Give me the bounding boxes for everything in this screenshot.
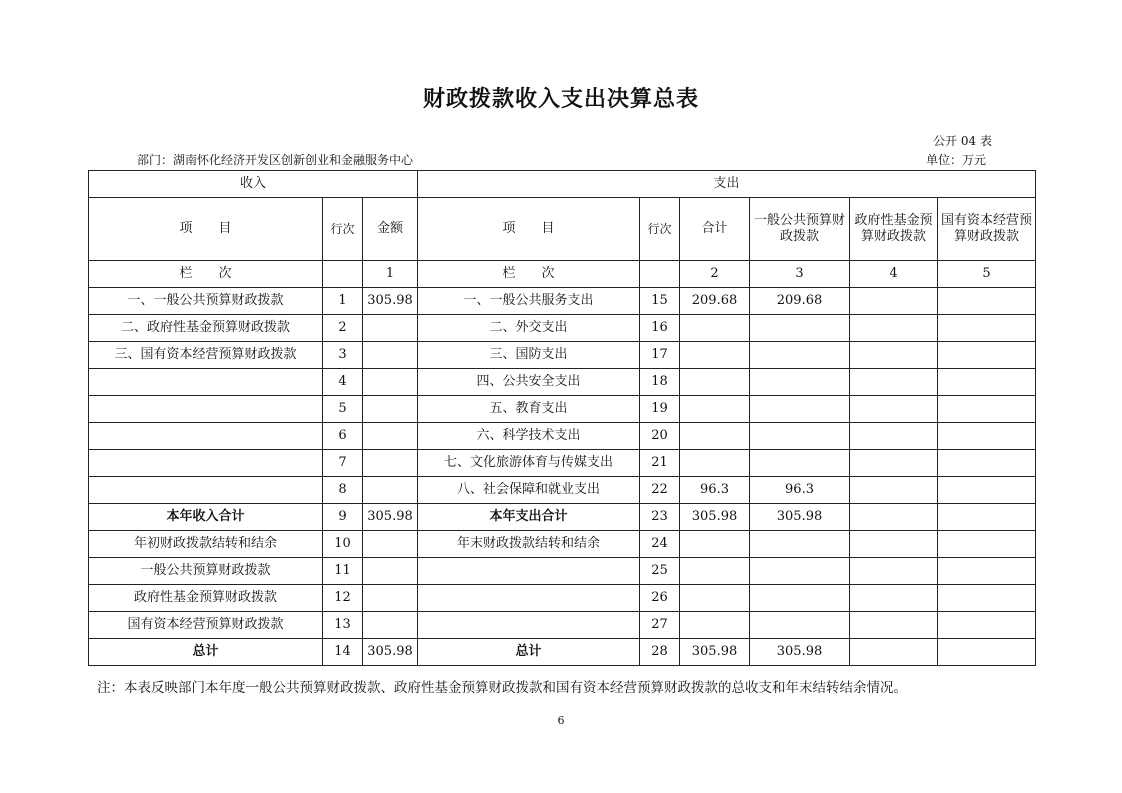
state-capital-cell: [938, 342, 1036, 369]
income-item-cell: [89, 423, 323, 450]
state-capital-cell: [938, 531, 1036, 558]
income-row-no-cell: 3: [323, 342, 363, 369]
expense-row-no-cell: 22: [640, 477, 680, 504]
income-amount-cell: [363, 477, 418, 504]
expense-item-cell: 四、公共安全支出: [418, 369, 640, 396]
gov-fund-cell: [850, 612, 938, 639]
gov-fund-cell: [850, 585, 938, 612]
expense-section-header: 支出: [418, 171, 1036, 198]
col-number-2: 2: [680, 261, 750, 288]
footnote: 注：本表反映部门本年度一般公共预算财政拨款、政府性基金预算财政拨款和国有资本经营预算财政拨款的总收支和年末结转结余情况。: [97, 680, 907, 696]
expense-item-cell: 二、外交支出: [418, 315, 640, 342]
income-item-cell: [89, 450, 323, 477]
general-budget-cell: [750, 558, 850, 585]
income-amount-cell: [363, 558, 418, 585]
table-row: [89, 369, 1036, 396]
income-row-no-cell: 11: [323, 558, 363, 585]
income-row-no-cell: 5: [323, 396, 363, 423]
col-number-5: 5: [938, 261, 1036, 288]
state-capital-cell: [938, 612, 1036, 639]
expense-item-cell: 三、国防支出: [418, 342, 640, 369]
expense-item-cell: 五、教育支出: [418, 396, 640, 423]
col-number-4: 4: [850, 261, 938, 288]
general-budget-cell: [750, 531, 850, 558]
expense-item-cell: 本年支出合计: [418, 504, 640, 531]
income-amount-cell: [363, 315, 418, 342]
state-capital-cell: [938, 315, 1036, 342]
page-number: 6: [557, 714, 565, 727]
expense-item-cell: [418, 585, 640, 612]
total-header: 合计: [680, 198, 750, 261]
table-row: [89, 315, 1036, 342]
table-row: [89, 288, 1036, 315]
income-item-cell: [89, 396, 323, 423]
state-capital-cell: [938, 477, 1036, 504]
total-cell: [680, 423, 750, 450]
expense-item-cell: [418, 558, 640, 585]
income-item-header: 项 目: [89, 198, 323, 261]
income-row-no-cell: 8: [323, 477, 363, 504]
table-row: [89, 477, 1036, 504]
income-amount-cell: [363, 531, 418, 558]
general-budget-cell: [750, 423, 850, 450]
income-item-cell: 二、政府性基金预算财政拨款: [89, 315, 323, 342]
income-amount-cell: 305.98: [363, 504, 418, 531]
income-amount-cell: [363, 342, 418, 369]
gov-fund-cell: [850, 558, 938, 585]
total-cell: [680, 612, 750, 639]
total-cell: [680, 558, 750, 585]
state-capital-cell: [938, 639, 1036, 666]
income-item-cell: 国有资本经营预算财政拨款: [89, 612, 323, 639]
table-row: [89, 585, 1036, 612]
income-amount-cell: 305.98: [363, 288, 418, 315]
income-amount-cell: [363, 396, 418, 423]
general-budget-cell: [750, 315, 850, 342]
gov-fund-cell: [850, 639, 938, 666]
general-budget-cell: [750, 612, 850, 639]
income-row-no-cell: 4: [323, 369, 363, 396]
total-cell: [680, 585, 750, 612]
expense-row-no-cell: 16: [640, 315, 680, 342]
general-budget-cell: [750, 585, 850, 612]
income-row-no-cell: 6: [323, 423, 363, 450]
state-capital-cell: [938, 450, 1036, 477]
header-row-sections: [89, 171, 1036, 198]
general-budget-cell: [750, 450, 850, 477]
general-budget-cell: [750, 342, 850, 369]
income-row-no-header: 行次: [323, 198, 363, 261]
state-capital-cell: [938, 369, 1036, 396]
total-cell: [680, 369, 750, 396]
total-cell: [680, 450, 750, 477]
income-row-no-cell: 7: [323, 450, 363, 477]
expense-row-no-cell: 27: [640, 612, 680, 639]
total-cell: 209.68: [680, 288, 750, 315]
state-capital-cell: [938, 504, 1036, 531]
income-item-cell: 一、一般公共预算财政拨款: [89, 288, 323, 315]
empty-cell: [640, 261, 680, 288]
income-row-no-cell: 14: [323, 639, 363, 666]
gov-fund-cell: [850, 423, 938, 450]
expense-row-no-cell: 26: [640, 585, 680, 612]
income-item-cell: 一般公共预算财政拨款: [89, 558, 323, 585]
expense-row-no-cell: 21: [640, 450, 680, 477]
state-capital-cell: [938, 396, 1036, 423]
table-row: [89, 342, 1036, 369]
gov-fund-cell: [850, 450, 938, 477]
expense-row-no-cell: 20: [640, 423, 680, 450]
general-budget-cell: 209.68: [750, 288, 850, 315]
table-row: [89, 531, 1036, 558]
expense-item-cell: 年末财政拨款结转和结余: [418, 531, 640, 558]
expense-item-cell: 一、一般公共服务支出: [418, 288, 640, 315]
expense-row-no-cell: 28: [640, 639, 680, 666]
gov-fund-cell: [850, 531, 938, 558]
income-item-cell: 三、国有资本经营预算财政拨款: [89, 342, 323, 369]
table-row: [89, 612, 1036, 639]
state-capital-cell: [938, 558, 1036, 585]
table-row: [89, 558, 1036, 585]
state-capital-cell: [938, 423, 1036, 450]
page-title: 财政拨款收入支出决算总表: [422, 86, 699, 112]
income-amount-cell: 305.98: [363, 639, 418, 666]
table-row: [89, 423, 1036, 450]
expense-item-cell: 七、文化旅游体育与传媒支出: [418, 450, 640, 477]
expense-row-no-cell: 17: [640, 342, 680, 369]
gov-fund-cell: [850, 396, 938, 423]
income-amount-cell: [363, 612, 418, 639]
income-row-no-cell: 9: [323, 504, 363, 531]
unit-label: 单位：万元: [925, 153, 986, 167]
income-row-no-cell: 12: [323, 585, 363, 612]
table-row: [89, 639, 1036, 666]
expense-row-no-cell: 19: [640, 396, 680, 423]
general-budget-cell: 305.98: [750, 639, 850, 666]
expense-item-cell: 总计: [418, 639, 640, 666]
total-cell: [680, 396, 750, 423]
budget-table: [88, 170, 1036, 666]
expense-row-no-header: 行次: [640, 198, 680, 261]
general-budget-cell: [750, 369, 850, 396]
state-capital-cell: [938, 585, 1036, 612]
expense-item-cell: 六、科学技术支出: [418, 423, 640, 450]
income-row-no-cell: 10: [323, 531, 363, 558]
total-cell: 96.3: [680, 477, 750, 504]
total-cell: 305.98: [680, 504, 750, 531]
income-item-cell: [89, 369, 323, 396]
expense-item-cell: 八、社会保障和就业支出: [418, 477, 640, 504]
gov-fund-cell: [850, 504, 938, 531]
income-item-cell: 年初财政拨款结转和结余: [89, 531, 323, 558]
empty-cell: [323, 261, 363, 288]
income-amount-cell: [363, 585, 418, 612]
expense-row-no-cell: 25: [640, 558, 680, 585]
general-budget-header: 一般公共预算财政拨款: [750, 198, 850, 261]
gov-fund-cell: [850, 288, 938, 315]
income-amount-cell: [363, 450, 418, 477]
total-cell: [680, 531, 750, 558]
department-label: 部门：湖南怀化经济开发区创新创业和金融服务中心: [137, 153, 414, 167]
table-row: [89, 450, 1036, 477]
income-item-cell: 本年收入合计: [89, 504, 323, 531]
expense-row-no-cell: 24: [640, 531, 680, 558]
gov-fund-cell: [850, 477, 938, 504]
income-row-no-cell: 13: [323, 612, 363, 639]
income-amount-cell: [363, 369, 418, 396]
expense-row-no-cell: 23: [640, 504, 680, 531]
table-row: [89, 396, 1036, 423]
income-section-header: 收入: [89, 171, 418, 198]
col-number-3: 3: [750, 261, 850, 288]
total-cell: 305.98: [680, 639, 750, 666]
col-number-1: 1: [363, 261, 418, 288]
expense-item-header: 项 目: [418, 198, 640, 261]
form-code: 公开 04 表: [933, 134, 992, 148]
expense-row-no-cell: 15: [640, 288, 680, 315]
table-row: [89, 504, 1036, 531]
gov-fund-cell: [850, 369, 938, 396]
expense-col-label: 栏 次: [418, 261, 640, 288]
income-amount-header: 金额: [363, 198, 418, 261]
total-cell: [680, 315, 750, 342]
income-col-label: 栏 次: [89, 261, 323, 288]
state-capital-cell: [938, 288, 1036, 315]
gov-fund-header: 政府性基金预算财政拨款: [850, 198, 938, 261]
income-row-no-cell: 1: [323, 288, 363, 315]
gov-fund-cell: [850, 342, 938, 369]
header-row-columns: [89, 198, 1036, 261]
total-cell: [680, 342, 750, 369]
income-row-no-cell: 2: [323, 315, 363, 342]
expense-row-no-cell: 18: [640, 369, 680, 396]
income-item-cell: [89, 477, 323, 504]
general-budget-cell: 96.3: [750, 477, 850, 504]
state-capital-header: 国有资本经营预算财政拨款: [938, 198, 1036, 261]
income-amount-cell: [363, 423, 418, 450]
general-budget-cell: 305.98: [750, 504, 850, 531]
general-budget-cell: [750, 396, 850, 423]
header-row-col-numbers: [89, 261, 1036, 288]
income-item-cell: 总计: [89, 639, 323, 666]
gov-fund-cell: [850, 315, 938, 342]
income-item-cell: 政府性基金预算财政拨款: [89, 585, 323, 612]
expense-item-cell: [418, 612, 640, 639]
